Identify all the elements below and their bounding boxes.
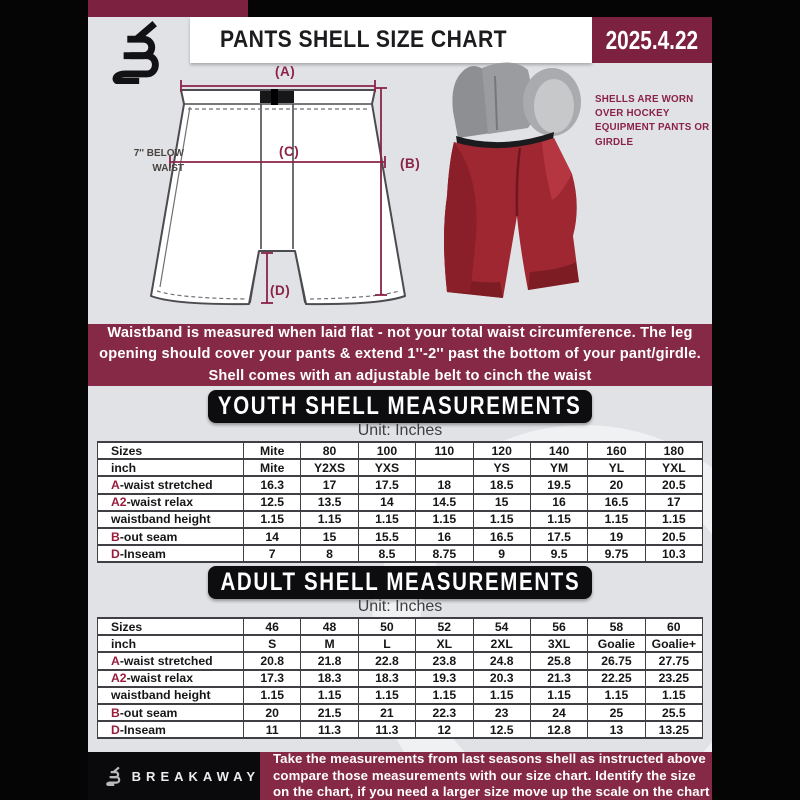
youth-size-table: [97, 441, 703, 563]
table-cell: 26.75: [588, 652, 645, 669]
top-accent-strip: [88, 0, 248, 17]
table-cell: 11: [244, 721, 301, 738]
table-cell: 20.3: [473, 670, 530, 687]
table-cell: 24.8: [473, 652, 530, 669]
table-cell: 21.8: [301, 652, 358, 669]
table-cell: 60: [645, 618, 702, 635]
table-cell: 1.15: [473, 687, 530, 704]
adult-size-table: [97, 617, 703, 739]
table-cell: 52: [416, 618, 473, 635]
table-cell: 14: [358, 494, 415, 511]
row-label-prefix: A: [111, 477, 120, 492]
table-cell: [416, 459, 473, 476]
table-cell: 110: [416, 442, 473, 459]
table-cell: 16.5: [588, 494, 645, 511]
row-label-text: -waist stretched: [119, 653, 213, 668]
brand-name: BREAKAWAY: [131, 768, 260, 784]
dim-label-b: (B): [400, 156, 421, 171]
row-label-text: -waist relax: [126, 495, 193, 510]
table-cell: 18.3: [301, 670, 358, 687]
dim-label-d: (D): [270, 283, 291, 298]
table-cell: 17.5: [530, 528, 587, 545]
table-cell: 12.8: [530, 721, 587, 738]
table-cell: YM: [530, 459, 587, 476]
table-cell: 16: [530, 494, 587, 511]
row-label: [98, 545, 244, 562]
table-cell: 21: [358, 704, 415, 721]
table-cell: 48: [301, 618, 358, 635]
row-label: [98, 704, 244, 721]
table-cell: 1.15: [530, 687, 587, 704]
row-label: [98, 670, 244, 687]
table-cell: 23.25: [645, 670, 702, 687]
row-label-prefix: A2: [111, 671, 127, 686]
waistband-info-banner: [88, 324, 712, 386]
table-cell: 17.3: [244, 670, 301, 687]
table-cell: 17: [645, 494, 702, 511]
table-row: [98, 721, 703, 738]
dim-label-c: (C): [279, 144, 300, 159]
table-row: [98, 652, 703, 669]
table-cell: 50: [358, 618, 415, 635]
row-label: [98, 618, 244, 635]
table-cell: Goalie+: [645, 635, 702, 652]
table-row: [98, 442, 703, 459]
table-cell: 1.15: [416, 687, 473, 704]
breakaway-b-logo-small-icon: [106, 762, 124, 790]
table-cell: 24: [530, 704, 587, 721]
row-label: [98, 687, 244, 704]
table-cell: Y2XS: [301, 459, 358, 476]
adult-section-title: ADULT SHELL MEASUREMENTS: [220, 568, 580, 596]
table-cell: 12.5: [244, 494, 301, 511]
table-cell: 9: [473, 545, 530, 562]
row-label-text: -out seam: [119, 529, 178, 544]
table-cell: S: [244, 635, 301, 652]
dim-label-a: (A): [275, 64, 296, 79]
shell-measurement-diagram: [148, 55, 468, 321]
youth-section-banner: [208, 390, 592, 423]
table-cell: 3XL: [530, 635, 587, 652]
table-cell: 14.5: [416, 494, 473, 511]
page-title: PANTS SHELL SIZE CHART: [220, 26, 508, 53]
footer: [88, 752, 712, 800]
table-cell: M: [301, 635, 358, 652]
table-cell: 20.8: [244, 652, 301, 669]
table-cell: 11.3: [358, 721, 415, 738]
table-cell: 25.8: [530, 652, 587, 669]
table-cell: 100: [358, 442, 415, 459]
row-label: [98, 721, 244, 738]
table-cell: 20.5: [645, 476, 702, 493]
table-cell: 19: [588, 528, 645, 545]
table-row: [98, 635, 703, 652]
table-cell: 16: [416, 528, 473, 545]
table-cell: 23.8: [416, 652, 473, 669]
date-text: 2025.4.22: [605, 24, 699, 55]
table-cell: 21.5: [301, 704, 358, 721]
table-cell: 1.15: [301, 511, 358, 528]
table-cell: 16.5: [473, 528, 530, 545]
table-cell: 9.75: [588, 545, 645, 562]
row-label: [98, 494, 244, 511]
row-label-text: waistband height: [111, 688, 211, 703]
table-cell: 1.15: [358, 511, 415, 528]
table-row: [98, 618, 703, 635]
row-label: [98, 459, 244, 476]
table-row: [98, 476, 703, 493]
table-cell: YXL: [645, 459, 702, 476]
table-cell: 11.3: [301, 721, 358, 738]
table-cell: 140: [530, 442, 587, 459]
table-cell: 1.15: [588, 687, 645, 704]
table-cell: YXS: [358, 459, 415, 476]
table-cell: 13.25: [645, 721, 702, 738]
footer-brand-block: [88, 752, 260, 800]
row-label: [98, 442, 244, 459]
table-cell: 8.75: [416, 545, 473, 562]
table-row: [98, 545, 703, 562]
row-label-prefix: B: [111, 529, 120, 544]
table-cell: 2XL: [473, 635, 530, 652]
table-cell: 20.5: [645, 528, 702, 545]
table-cell: 13.5: [301, 494, 358, 511]
row-label-text: -Inseam: [119, 546, 166, 561]
table-cell: 80: [301, 442, 358, 459]
table-cell: 1.15: [244, 687, 301, 704]
row-label-text: Sizes: [111, 619, 143, 634]
table-row: [98, 528, 703, 545]
adult-unit-label: Unit: Inches: [357, 598, 443, 615]
table-cell: 17.5: [358, 476, 415, 493]
table-cell: 1.15: [416, 511, 473, 528]
table-cell: Goalie: [588, 635, 645, 652]
table-cell: 8: [301, 545, 358, 562]
row-label: [98, 528, 244, 545]
table-cell: 22.8: [358, 652, 415, 669]
table-cell: 46: [244, 618, 301, 635]
row-label-text: inch: [111, 636, 137, 651]
shell-photo: [440, 56, 600, 320]
table-cell: 15: [301, 528, 358, 545]
row-label-prefix: D: [111, 722, 120, 737]
table-cell: 7: [244, 545, 301, 562]
table-cell: 17: [301, 476, 358, 493]
youth-section-title: YOUTH SHELL MEASUREMENTS: [218, 392, 582, 420]
table-cell: 12: [416, 721, 473, 738]
table-cell: 160: [588, 442, 645, 459]
table-row: [98, 459, 703, 476]
row-label-text: -waist relax: [126, 671, 193, 686]
table-cell: 1.15: [645, 687, 702, 704]
table-row: [98, 494, 703, 511]
row-label-prefix: D: [111, 546, 120, 561]
table-cell: 18.3: [358, 670, 415, 687]
table-cell: YL: [588, 459, 645, 476]
table-row: [98, 704, 703, 721]
below-waist-note: 7'' BELOW WAIST: [133, 148, 184, 174]
table-cell: 20: [588, 476, 645, 493]
youth-unit-label: Unit: Inches: [357, 422, 443, 439]
table-cell: 8.5: [358, 545, 415, 562]
table-cell: 120: [473, 442, 530, 459]
table-cell: 22.3: [416, 704, 473, 721]
table-cell: 16.3: [244, 476, 301, 493]
table-cell: 19.5: [530, 476, 587, 493]
row-label-prefix: A: [111, 653, 120, 668]
row-label-text: -Inseam: [119, 722, 166, 737]
row-label-prefix: B: [111, 705, 120, 720]
adult-section-banner: [208, 566, 592, 599]
table-cell: 1.15: [301, 687, 358, 704]
table-cell: 56: [530, 618, 587, 635]
table-cell: 18: [416, 476, 473, 493]
row-label: [98, 635, 244, 652]
table-row: [98, 670, 703, 687]
table-cell: 18.5: [473, 476, 530, 493]
table-row: [98, 511, 703, 528]
footer-instructions-text: Take the measurements from last seasons shell as instructed above compare those measurements with our size chart. Identify the size on the chart, if you need a larger size move up the scale on the chart: [273, 751, 710, 800]
table-cell: 21.3: [530, 670, 587, 687]
flyer-content: [88, 0, 712, 800]
row-label: [98, 476, 244, 493]
table-cell: 15.5: [358, 528, 415, 545]
row-label-prefix: A2: [111, 495, 127, 510]
table-cell: 180: [645, 442, 702, 459]
table-cell: 23: [473, 704, 530, 721]
table-cell: 27.75: [645, 652, 702, 669]
table-cell: 1.15: [530, 511, 587, 528]
table-cell: 22.25: [588, 670, 645, 687]
table-cell: 1.15: [645, 511, 702, 528]
table-cell: 19.3: [416, 670, 473, 687]
table-cell: 12.5: [473, 721, 530, 738]
table-cell: 14: [244, 528, 301, 545]
table-cell: 1.15: [473, 511, 530, 528]
table-cell: 54: [473, 618, 530, 635]
row-label-text: waistband height: [111, 512, 211, 527]
date-badge: [592, 17, 712, 63]
row-label: [98, 652, 244, 669]
table-cell: 1.15: [358, 687, 415, 704]
row-label-text: -out seam: [119, 705, 178, 720]
table-cell: 13: [588, 721, 645, 738]
table-cell: 1.15: [588, 511, 645, 528]
table-cell: 25: [588, 704, 645, 721]
row-label-text: Sizes: [111, 443, 143, 458]
table-cell: 15: [473, 494, 530, 511]
table-cell: 25.5: [645, 704, 702, 721]
table-cell: L: [358, 635, 415, 652]
row-label-text: inch: [111, 460, 137, 475]
table-cell: 1.15: [244, 511, 301, 528]
waistband-info-text: Waistband is measured when laid flat - not your total waist circumference. The leg opening should cover your pants & extend 1''-2'' past the bottom of your pant/girdle. Shell comes with an adjustable belt to cinch the waist: [99, 325, 701, 384]
table-cell: 20: [244, 704, 301, 721]
table-row: [98, 687, 703, 704]
photo-caption: SHELLS ARE WORN OVER HOCKEY EQUIPMENT PANTS OR GIRDLE: [595, 94, 710, 148]
table-cell: 10.3: [645, 545, 702, 562]
row-label-text: -waist stretched: [119, 477, 213, 492]
footer-instructions-block: [260, 752, 712, 800]
row-label: [98, 511, 244, 528]
table-cell: XL: [416, 635, 473, 652]
table-cell: 9.5: [530, 545, 587, 562]
table-cell: YS: [473, 459, 530, 476]
table-cell: 58: [588, 618, 645, 635]
table-cell: Mite: [244, 442, 301, 459]
table-cell: Mite: [244, 459, 301, 476]
